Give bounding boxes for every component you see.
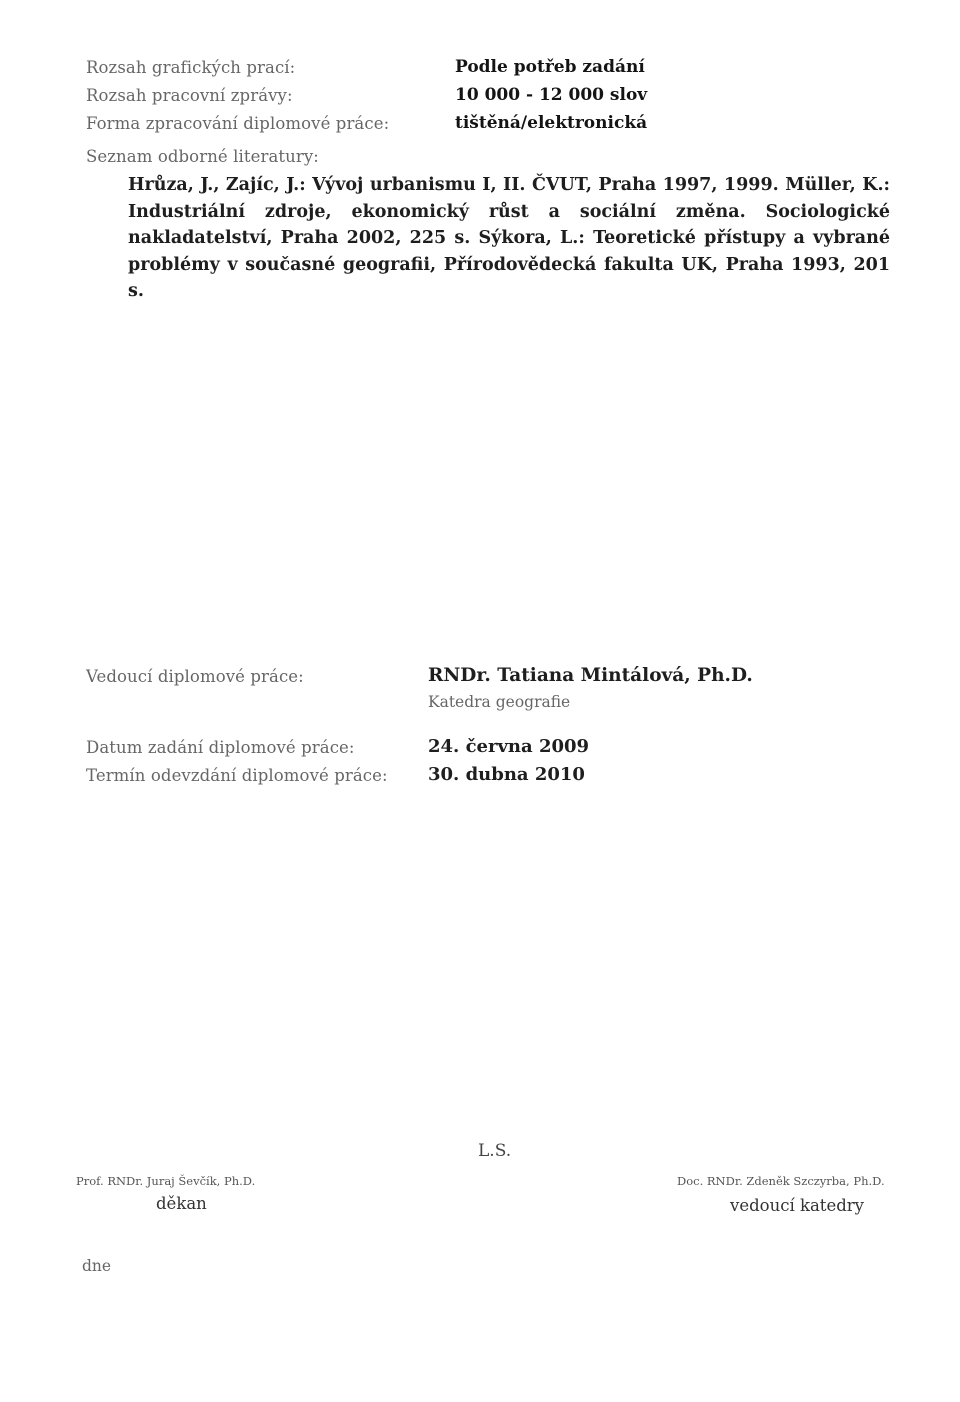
submission-deadline-value: 30. dubna 2010 (428, 764, 585, 785)
date-line: dne (82, 1257, 112, 1275)
thesis-form-value: tištěná/elektronická (455, 113, 648, 133)
assignment-date-value: 24. června 2009 (428, 736, 590, 757)
dean-role: děkan (156, 1194, 207, 1213)
dean-name: Prof. RNDr. Juraj Ševčík, Ph.D. (76, 1174, 256, 1188)
report-scope-value: 10 000 - 12 000 slov (455, 85, 648, 105)
graphics-scope-value: Podle potřeb zadání (455, 57, 645, 77)
literature-entry: Hrůza, J., Zajíc, J.: Vývoj urbanismu I, II. ČVUT, Praha 1997, 1999. (128, 175, 786, 195)
report-scope-label: Rozsah pracovní zprávy: (86, 86, 293, 105)
head-of-department-role: vedoucí katedry (730, 1196, 864, 1215)
literature-list (128, 172, 890, 305)
thesis-form-label: Forma zpracování diplomové práce: (86, 114, 390, 133)
supervisor-label: Vedoucí diplomové práce: (86, 667, 304, 686)
supervisor-department: Katedra geografie (428, 693, 571, 711)
literature-entry: Müller, K.: Industriální zdroje, ekonomický růst a sociální změna. Sociologické nakladatelství, Praha 2002, 225 s. (128, 175, 891, 248)
seal-mark: L.S. (478, 1141, 512, 1161)
submission-deadline-label: Termín odevzdání diplomové práce: (86, 766, 388, 785)
supervisor-name: RNDr. Tatiana Mintálová, Ph.D. (428, 665, 753, 686)
graphics-scope-label: Rozsah grafických prací: (86, 58, 296, 77)
assignment-date-label: Datum zadání diplomové práce: (86, 738, 355, 757)
literature-label: Seznam odborné literatury: (86, 147, 319, 166)
head-of-department-name: Doc. RNDr. Zdeněk Szczyrba, Ph.D. (677, 1174, 885, 1188)
literature-entry: Sýkora, L.: Teoretické přístupy a vybrané problémy v současné geografii, Přírodovědecká fakulta UK, Praha 1993, 201 s. (128, 228, 890, 301)
